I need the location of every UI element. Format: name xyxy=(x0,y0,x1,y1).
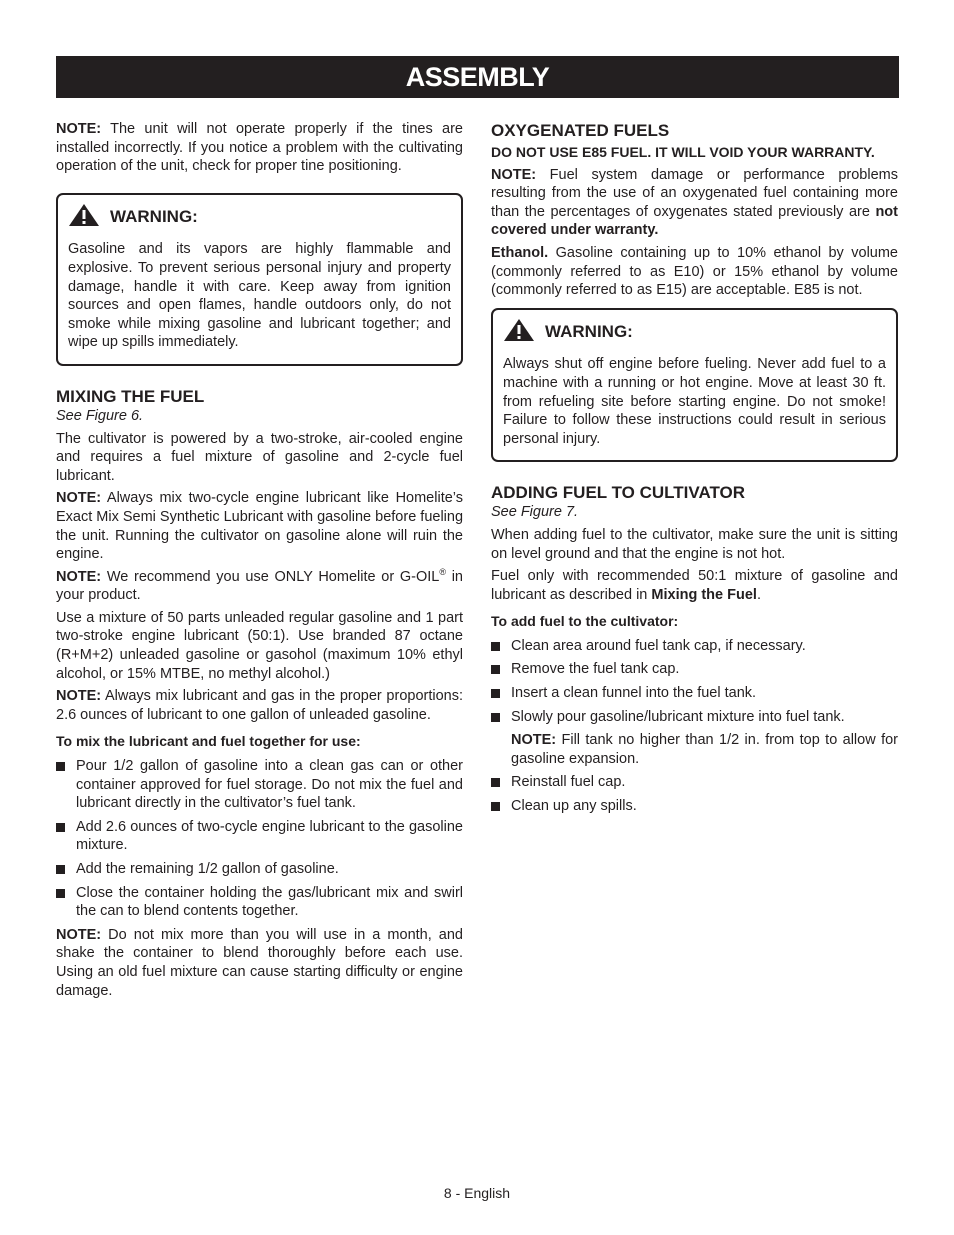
figure-reference: See Figure 6. xyxy=(56,407,144,424)
warning-title: WARNING: xyxy=(545,322,633,342)
left-column xyxy=(56,120,463,1004)
ethanol-paragraph: Ethanol. Gasoline containing up to 10% ethanol by volume (commonly referred to as E10) or 15% ethanol by volume (commonly referred to as E15) are acceptable. E85 is not. xyxy=(491,244,898,299)
note-paragraph: NOTE: Always mix lubricant and gas in the proper proportions: 2.6 ounces of lubricant to one gallon of unleaded gasoline. xyxy=(56,688,463,723)
list-item: Remove the fuel tank cap. xyxy=(491,660,898,679)
square-bullet-icon xyxy=(491,778,500,787)
list-item: Add the remaining 1/2 gallon of gasoline. xyxy=(56,860,463,879)
square-bullet-icon xyxy=(491,689,500,698)
square-bullet-icon xyxy=(56,889,65,898)
paragraph: Use a mixture of 50 parts unleaded regular gasoline and 1 part two-stroke engine lubricant (50:1). Use branded 87 octane (R+M+2) unleaded gasoline or gasohol (maximum 10% ethyl alcohol, or 15% MTBE, no methyl alcohol.) xyxy=(56,609,463,682)
square-bullet-icon xyxy=(56,762,65,771)
note-paragraph: NOTE: We recommend you use ONLY Homelite or G-OIL® in your product. xyxy=(56,566,463,604)
mixing-steps-list xyxy=(56,757,463,921)
square-bullet-icon xyxy=(491,713,500,722)
paragraph: When adding fuel to the cultivator, make sure the unit is sitting on level ground and that the engine is not hot. xyxy=(491,526,898,562)
square-bullet-icon xyxy=(491,642,500,651)
note-paragraph: NOTE: Always mix two-cycle engine lubricant like Homelite’s Exact Mix Semi Synthetic Lubricant with gasoline before fueling the unit. Running the cultivator on gasoline alone will ruin the engine. xyxy=(56,490,464,563)
figure-reference: See Figure 7. xyxy=(491,504,579,521)
warning-title: WARNING: xyxy=(110,207,198,227)
list-item: Insert a clean funnel into the fuel tank. xyxy=(491,684,898,703)
list-item: Clean up any spills. xyxy=(491,797,898,816)
square-bullet-icon xyxy=(491,665,500,674)
square-bullet-icon xyxy=(56,865,65,874)
list-item: Reinstall fuel cap. xyxy=(491,773,898,792)
paragraph: Fuel only with recommended 50:1 mixture of gasoline and lubricant as described in Mixing the Fuel. xyxy=(491,568,898,603)
section-heading-mixing: MIXING THE FUEL xyxy=(56,386,205,406)
square-bullet-icon xyxy=(491,802,500,811)
list-item: Add 2.6 ounces of two-cycle engine lubricant to the gasoline mixture. xyxy=(56,818,463,855)
list-item: Pour 1/2 gallon of gasoline into a clean gas can or other container approved for fuel storage. Do not mix the fuel and lubricant directly in the cultivator’s fuel tank. xyxy=(56,757,463,813)
note-paragraph: NOTE: Do not mix more than you will use in a month, and shake the container to blend thoroughly before each use. Using an old fuel mixture can cause starting difficulty or engine damage. xyxy=(56,926,463,999)
warning-text: Gasoline and its vapors are highly flammable and explosive. To prevent serious personal injury and property damage, handle it with care. Keep away from ignition sources and open flames, handle outdoors only, do not smoke while mixing gasoline and lubricant together; and wipe up spills immediately. xyxy=(68,241,451,351)
square-bullet-icon xyxy=(56,823,65,832)
sub-note: NOTE: Fill tank no higher than 1/2 in. from top to allow for gasoline expansion. xyxy=(511,732,898,767)
warning-text: Always shut off engine before fueling. Never add fuel to a machine with a running or hot engine. Move at least 30 ft. from refueling site before starting engine. Do not smoke! Failure to follow these instructions could result in serious personal injury. xyxy=(503,356,886,447)
section-heading-oxygenated: OXYGENATED FUELS xyxy=(491,121,670,140)
intro-note: NOTE: The unit will not operate properly if the tines are installed incorrectly. If you notice a problem with the cultivating operation of the unit, check for proper tine positioning. xyxy=(56,121,463,175)
paragraph: The cultivator is powered by a two-stroke, air-cooled engine and requires a fuel mixture of gasoline and 2-cycle fuel lubricant. xyxy=(56,430,463,484)
adding-steps-list-continued xyxy=(491,773,898,815)
right-column xyxy=(491,120,898,821)
list-item: Slowly pour gasoline/lubricant mixture into fuel tank. xyxy=(491,708,898,727)
warning-triangle-icon xyxy=(68,203,100,233)
section-heading-adding-fuel: ADDING FUEL TO CULTIVATOR xyxy=(491,483,746,503)
adding-steps-list xyxy=(491,637,898,726)
warning-triangle-icon xyxy=(503,318,535,348)
e85-warning-caps: DO NOT USE E85 FUEL. IT WILL VOID YOUR WARRANTY. xyxy=(491,144,875,160)
warning-box-flammable xyxy=(56,193,463,366)
list-item: Close the container holding the gas/lubricant mix and swirl the can to blend contents together. xyxy=(56,884,463,921)
steps-heading: To mix the lubricant and fuel together for use: xyxy=(56,733,361,750)
page-number: 8 - English xyxy=(443,1185,511,1201)
page-title: ASSEMBLY xyxy=(56,56,899,98)
list-item: Clean area around fuel tank cap, if necessary. xyxy=(491,637,898,656)
warning-box-fueling xyxy=(491,308,898,463)
note-paragraph: NOTE: Fuel system damage or performance problems resulting from the use of an oxygenated fuel containing more than the percentages of oxygenates stated previously are not covered under warranty. xyxy=(491,166,898,239)
steps-heading: To add fuel to the cultivator: xyxy=(491,613,679,630)
